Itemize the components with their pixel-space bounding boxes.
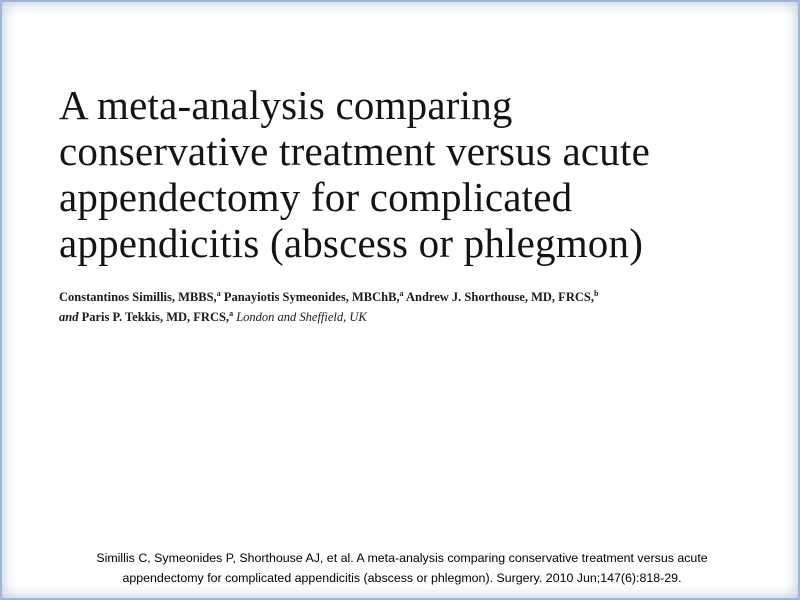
author-name: Paris P. Tekkis, MD, FRCS,: [81, 310, 230, 324]
citation-line: Simillis C, Symeonides P, Shorthouse AJ, et al. A meta-analysis comparing conservative treatment versus acute: [96, 551, 708, 565]
title-line: A meta-analysis comparing: [59, 82, 513, 128]
affiliation-mark: a: [399, 289, 404, 298]
author-name: Andrew J. Shorthouse, MD, FRCS,: [405, 290, 594, 304]
affiliation-mark: b: [593, 289, 599, 298]
author-name: Constantinos Simillis, MBBS,: [59, 290, 217, 304]
citation-line: appendectomy for complicated appendicitis (abscess or phlegmon). Surgery. 2010 Jun;147(6):818-29.: [122, 571, 682, 585]
author-conjunction: and: [59, 310, 79, 324]
title-line: appendectomy for complicated: [59, 174, 573, 220]
author-line-1: [59, 287, 779, 307]
title-line: conservative treatment versus acute: [59, 128, 650, 174]
author-name: Panayiotis Symeonides, MBChB,: [223, 290, 400, 304]
citation: [22, 548, 782, 588]
affiliation-mark: a: [216, 289, 221, 298]
author-list: [59, 287, 779, 327]
paper-title: [59, 82, 759, 266]
author-location: London and Sheffield, UK: [236, 310, 367, 324]
affiliation-mark: a: [229, 309, 234, 318]
author-line-2: [59, 307, 779, 327]
title-line: appendicitis (abscess or phlegmon): [59, 220, 644, 266]
